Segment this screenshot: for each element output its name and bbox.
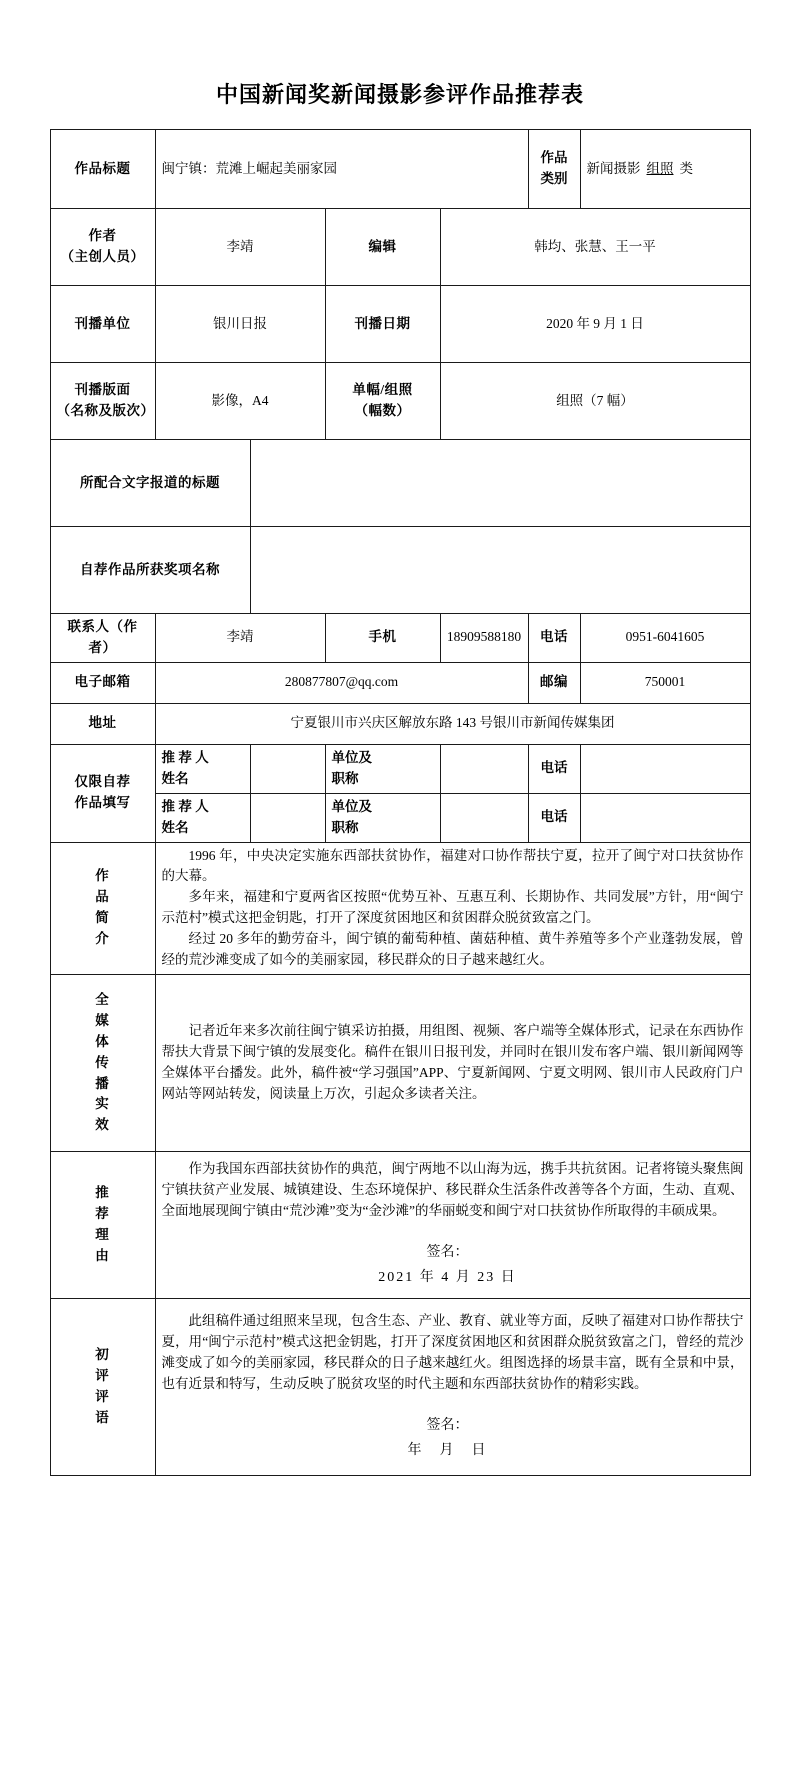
table-row-work-title (50, 130, 750, 209)
signature-date: 2021 年 4 月 23 日 (378, 1270, 517, 1286)
companion-report-title-value[interactable] (250, 440, 750, 527)
self-recommend-award-value[interactable] (250, 527, 750, 614)
media-effect-label-char: 实 (95, 1096, 110, 1112)
email-label: 电子邮箱 (50, 662, 155, 703)
contact-label-line2: 者） (88, 639, 117, 655)
category-suffix: 类 (679, 160, 693, 176)
unit-label-line2: 职称 (331, 819, 359, 835)
recommend-reason-label (50, 1152, 155, 1299)
table-row-author (50, 209, 750, 286)
single-or-group-label-line1: 单幅/组照 (352, 382, 413, 398)
signature-label: 签名： (426, 1245, 469, 1261)
unit-label-line1: 单位及 (331, 798, 372, 814)
media-effect-label (50, 975, 155, 1152)
author-label (50, 209, 155, 286)
contact-value: 李靖 (155, 614, 325, 663)
signature-label: 签名： (426, 1417, 469, 1433)
contact-label (50, 614, 155, 663)
mobile-label: 手机 (325, 614, 440, 663)
publisher-value: 银川日报 (155, 286, 325, 363)
category-prefix: 新闻摄影 (586, 160, 641, 176)
recommender-phone-label-2: 电话 (528, 793, 580, 842)
recommender-name-label-2 (155, 793, 250, 842)
editor-label: 编辑 (325, 209, 440, 286)
signature-date: 年 月 日 (407, 1442, 488, 1458)
email-value: 280877807@qq.com (155, 662, 528, 703)
summary-paragraph: 经过 20 多年的勤劳奋斗，闽宁镇的葡萄种植、菌菇种植、黄牛养殖等多个产业蓬勃发展，曾经的荒沙滩变成了如今的美丽家园，移民群众的日子越来越红火。 (161, 931, 744, 968)
summary-label-char: 简 (95, 910, 110, 926)
recommend-reason-paragraph: 作为我国东西部扶贫协作的典范，闽宁两地不以山海为远，携手共抗贫困。记者将镜头聚焦闽宁镇扶贫产业发展、城镇建设、生态环境保护、移民群众生活条件改善等各个方面，生动、直观、全面地展现闽宁镇由“荒沙滩”变为“金沙滩”的华丽蜕变和闽宁对口扶贫协作所取得的丰硕成果。 (161, 1161, 744, 1219)
self-recommend-award-label: 自荐作品所获奖项名称 (50, 527, 250, 614)
recommend-reason-label-char: 荐 (95, 1206, 110, 1222)
address-value: 宁夏银川市兴庆区解放东路 143 号银川市新闻传媒集团 (155, 703, 750, 744)
media-effect-label-char: 效 (95, 1117, 110, 1133)
table-row-media-effect (50, 975, 750, 1152)
table-row-email (50, 662, 750, 703)
media-effect-body (155, 975, 750, 1152)
recommender-label-line2: 姓名 (161, 770, 189, 786)
table-row-recommend-reason (50, 1152, 750, 1299)
recommender-unit-value-1[interactable] (440, 744, 528, 793)
table-row-self-recommend-award (50, 527, 750, 614)
table-row-self-recommend-1 (50, 744, 750, 793)
summary-paragraph: 1996 年，中央决定实施东西部扶贫协作，福建对口协作帮扶宁夏，拉开了闽宁对口扶贫协作的大幕。 (161, 847, 744, 884)
publish-date-label: 刊播日期 (325, 286, 440, 363)
table-row-self-recommend-2 (50, 793, 750, 842)
media-effect-label-char: 播 (95, 1075, 110, 1091)
media-effect-label-char: 媒 (95, 1012, 110, 1028)
contact-label-line1: 联系人（作 (67, 619, 138, 634)
summary-label-char: 介 (95, 931, 110, 947)
table-row-publisher (50, 286, 750, 363)
single-or-group-value: 组照（7 幅） (440, 363, 750, 440)
edition-label (50, 363, 155, 440)
mobile-value: 18909588180 (440, 614, 528, 663)
table-row-address (50, 703, 750, 744)
zip-value: 750001 (580, 662, 750, 703)
recommender-label-line2: 姓名 (161, 819, 189, 835)
edition-value: 影像，A4 (155, 363, 325, 440)
recommender-phone-value-2[interactable] (580, 793, 750, 842)
category-fill: 组照 (646, 160, 674, 176)
address-label: 地址 (50, 703, 155, 744)
self-recommend-label-line2: 作品填写 (74, 795, 131, 811)
single-or-group-label (325, 363, 440, 440)
recommend-reason-body (155, 1152, 750, 1299)
initial-review-label-char: 评 (95, 1368, 110, 1384)
recommendation-form-table (50, 129, 751, 1476)
work-title-value: 闽宁镇：荒滩上崛起美丽家园 (155, 130, 528, 209)
recommend-reason-signature (162, 1240, 744, 1290)
editor-value: 韩均、张慧、王一平 (440, 209, 750, 286)
recommender-phone-label-1: 电话 (528, 744, 580, 793)
work-title-label: 作品标题 (50, 130, 155, 209)
table-row-edition (50, 363, 750, 440)
phone-value: 0951-6041605 (580, 614, 750, 663)
table-row-initial-review (50, 1299, 750, 1476)
edition-label-line2: （名称及版次） (56, 403, 155, 418)
table-row-summary (50, 842, 750, 975)
table-row-companion-report (50, 440, 750, 527)
unit-label-line2: 职称 (331, 770, 359, 786)
recommender-unit-value-2[interactable] (440, 793, 528, 842)
self-recommend-label-line1: 仅限自荐 (74, 774, 131, 790)
table-row-contact (50, 614, 750, 663)
summary-label-char: 品 (95, 889, 110, 905)
recommender-name-value-1[interactable] (250, 744, 325, 793)
recommender-unit-label-1 (325, 744, 440, 793)
initial-review-label-char: 评 (95, 1389, 110, 1405)
publish-date-value: 2020 年 9 月 1 日 (440, 286, 750, 363)
initial-review-label (50, 1299, 155, 1476)
single-or-group-label-line2: （幅数） (354, 403, 411, 418)
initial-review-body (155, 1299, 750, 1476)
summary-label-char: 作 (95, 868, 110, 884)
media-effect-label-char: 全 (95, 991, 110, 1007)
recommender-phone-value-1[interactable] (580, 744, 750, 793)
recommender-label-line1: 推 荐 人 (161, 798, 209, 814)
initial-review-label-char: 初 (95, 1347, 110, 1363)
summary-label (50, 842, 155, 975)
author-label-line1: 作者 (88, 228, 117, 244)
initial-review-label-char: 语 (95, 1409, 110, 1425)
unit-label-line1: 单位及 (331, 749, 372, 765)
recommender-unit-label-2 (325, 793, 440, 842)
recommender-label-line1: 推 荐 人 (161, 749, 209, 765)
recommender-name-value-2[interactable] (250, 793, 325, 842)
initial-review-signature (162, 1413, 744, 1463)
companion-report-title-label: 所配合文字报道的标题 (50, 440, 250, 527)
page-title: 中国新闻奖新闻摄影参评作品推荐表 (215, 82, 584, 107)
summary-body (155, 842, 750, 975)
summary-paragraph: 多年来，福建和宁夏两省区按照“优势互补、互惠互利、长期协作、共同发展”方针，用“闽宁示范村”模式这把金钥匙，打开了深度贫困地区和贫困群众脱贫致富之门。 (161, 889, 744, 926)
media-effect-paragraph: 记者近年来多次前往闽宁镇采访拍摄，用组图、视频、客户端等全媒体形式，记录在东西协作帮扶大背景下闽宁镇的发展变化。稿件在银川日报刊发，并同时在银川发布客户端、银川新闻网等全媒体平台播发。此外，稿件被“学习强国”APP、宁夏新闻网、宁夏文明网、银川市人民政府门户网站等网站转发，阅读量上万次，引起众多读者关注。 (161, 1023, 744, 1101)
author-label-line2: （主创人员） (60, 249, 145, 264)
recommend-reason-label-char: 理 (95, 1227, 110, 1243)
recommender-name-label-1 (155, 744, 250, 793)
edition-label-line1: 刊播版面 (74, 382, 131, 398)
media-effect-label-char: 体 (95, 1033, 110, 1049)
author-value: 李靖 (155, 209, 325, 286)
phone-label: 电话 (528, 614, 580, 663)
recommend-reason-label-char: 推 (95, 1185, 110, 1201)
media-effect-label-char: 传 (95, 1054, 110, 1070)
recommend-reason-label-char: 由 (95, 1247, 110, 1263)
initial-review-paragraph: 此组稿件通过组照来呈现，包含生态、产业、教育、就业等方面，反映了福建对口协作帮扶宁夏，用“闽宁示范村”模式这把金钥匙，打开了深度贫困地区和贫困群众脱贫致富之门，曾经的荒沙滩变成了如今的美丽家园，移民群众的日子越来越红火。组图选择的场景丰富，既有全景和中景，也有近景和特写，生动反映了脱贫攻坚的时代主题和东西部扶贫协作的精彩实践。 (161, 1313, 744, 1391)
category-value (580, 130, 750, 209)
self-recommend-label (50, 744, 155, 842)
zip-label: 邮编 (528, 662, 580, 703)
category-label: 作品类别 (528, 130, 580, 209)
publisher-label: 刊播单位 (50, 286, 155, 363)
